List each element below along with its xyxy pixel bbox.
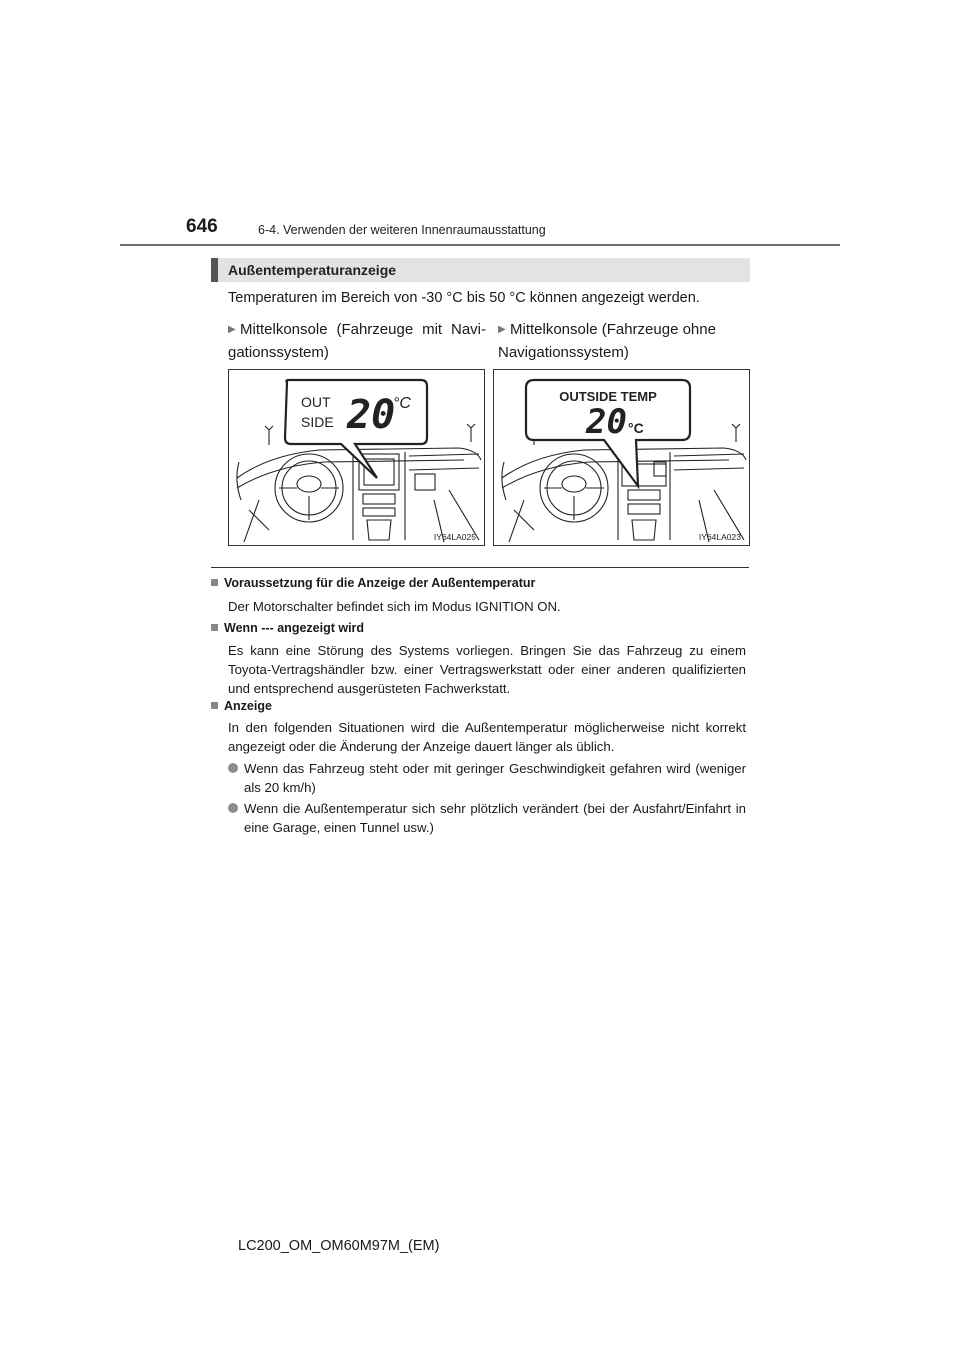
caption-text: Mittelkonsole (Fahrzeuge mit Navi-gationssystem)	[228, 321, 486, 361]
note-body: Es kann eine Störung des Systems vorliegen. Bringen Sie das Fahrzeug zu einem Toyota-Vertragshändler bzw. einer Vertragswerkstatt oder einer anderen qualifizierten und entsprechend ausgerüsteten Fachwerkstatt.	[228, 643, 746, 696]
note-heading-text: Voraussetzung für die Anzeige der Außentemperatur	[224, 576, 536, 590]
square-bullet-icon	[211, 624, 218, 631]
display-label-line1: OUT	[301, 394, 331, 410]
display-value: 20	[347, 392, 396, 438]
display-unit: °C	[393, 395, 411, 412]
figure-caption-right	[498, 318, 746, 364]
note-body: Der Motorschalter befindet sich im Modus IGNITION ON.	[228, 599, 561, 614]
heading-accent	[211, 258, 218, 282]
display-unit: °C	[628, 420, 644, 436]
square-bullet-icon	[211, 579, 218, 586]
triangle-bullet-icon: ▶	[498, 324, 506, 335]
figure-non-navi-console	[493, 369, 750, 546]
figure-caption-left	[228, 318, 486, 364]
display-label: OUTSIDE TEMP	[559, 389, 657, 404]
dashboard-illustration	[494, 370, 749, 545]
section-title: 6-4. Verwenden der weiteren Innenraumausstattung	[258, 223, 546, 237]
note-heading-text: Wenn --- angezeigt wird	[224, 621, 365, 635]
circle-bullet-icon	[228, 803, 238, 813]
note-heading	[211, 576, 535, 590]
figure-navi-console	[228, 369, 485, 546]
square-bullet-icon	[211, 702, 218, 709]
display-value: 20	[586, 402, 627, 442]
note-body: In den folgenden Situationen wird die Außentemperatur möglicherweise nicht korrekt angezeigt oder die Änderung der Anzeige dauert länger als üblich.	[228, 720, 746, 754]
circle-bullet-icon	[228, 763, 238, 773]
display-label-line2: SIDE	[301, 414, 334, 430]
header-divider	[120, 244, 840, 246]
note-heading	[211, 621, 364, 635]
figure-code: IY64LA025	[433, 532, 476, 542]
note-heading-text: Anzeige	[224, 699, 272, 713]
list-item	[244, 799, 746, 837]
dashboard-illustration	[229, 370, 484, 545]
list-item-text: Wenn das Fahrzeug steht oder mit geringer Geschwindigkeit gefahren wird (weniger als 20 km/h)	[244, 761, 746, 795]
section-divider	[211, 567, 749, 568]
list-item	[244, 759, 746, 797]
triangle-bullet-icon: ▶	[228, 324, 236, 335]
caption-text: Mittelkonsole (Fahrzeuge ohne Navigationssystem)	[498, 321, 716, 361]
figure-code: IY64LA023	[698, 532, 741, 542]
list-item-text: Wenn die Außentemperatur sich sehr plötzlich verändert (bei der Ausfahrt/Einfahrt in eine Garage, einen Tunnel usw.)	[244, 801, 746, 835]
intro-text: Temperaturen im Bereich von -30 °C bis 50 °C können angezeigt werden.	[228, 290, 700, 306]
note-heading	[211, 699, 272, 713]
heading-title: Außentemperaturanzeige	[228, 262, 397, 278]
page-number: 646	[186, 216, 218, 237]
footer-doc-code: LC200_OM_OM60M97M_(EM)	[238, 1238, 440, 1254]
heading-bar	[211, 258, 750, 282]
